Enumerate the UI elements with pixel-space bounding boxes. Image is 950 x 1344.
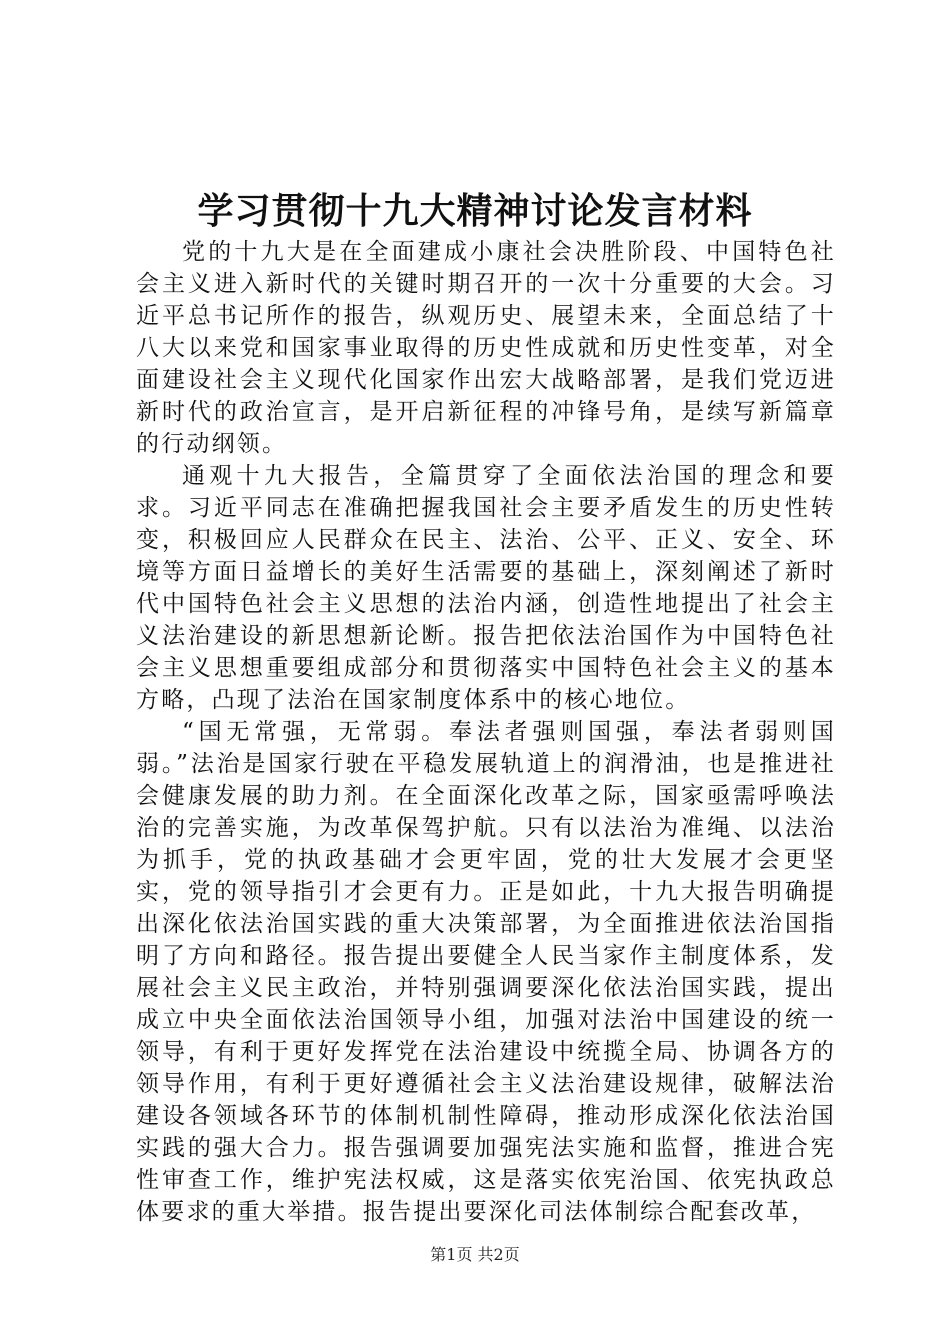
document-title: 学习贯彻十九大精神讨论发言材料 (197, 190, 753, 232)
paragraph-2: 通观十九大报告，全篇贯穿了全面依法治国的理念和要求。习近平同志在准确把握我国社会主要矛盾发生的历史性转变，积极回应人民群众在民主、法治、公平、正义、安全、环境等方面日益增长的美好生活需要的基础上，深刻阐述了新时代中国特色社会主义思想的法治内涵，创造性地提出了社会主义法治建设的新思想新论断。报告把依法治国作为中国特色社会主义思想重要组成部分和贯彻落实中国特色社会主义的基本方略，凸现了法治在国家制度体系中的核心地位。 (136, 463, 836, 713)
document-body (136, 236, 836, 1228)
page-number-footer: 第1页 共2页 (430, 1245, 520, 1264)
paragraph-1: 党的十九大是在全面建成小康社会决胜阶段、中国特色社会主义进入新时代的关键时期召开的一次十分重要的大会。习近平总书记所作的报告，纵观历史、展望未来，全面总结了十八大以来党和国家事业取得的历史性成就和历史性变革，对全面建设社会主义现代化国家作出宏大战略部署，是我们党迈进新时代的政治宣言，是开启新征程的冲锋号角，是续写新篇章的行动纲领。 (136, 239, 836, 457)
paragraph-3: “国无常强，无常弱。奉法者强则国强，奉法者弱则国弱。”法治是国家行驶在平稳发展轨道上的润滑油，也是推进社会健康发展的助力剂。在全面深化改革之际，国家亟需呼唤法治的完善实施，为改革保驾护航。只有以法治为准绳、以法治为抓手，党的执政基础才会更牢固，党的壮大发展才会更坚实，党的领导指引才会更有力。正是如此，十九大报告明确提出深化依法治国实践的重大决策部署，为全面推进依法治国指明了方向和路径。报告提出要健全人民当家作主制度体系，发展社会主义民主政治，并特别强调要深化依法治国实践，提出成立中央全面依法治国领导小组，加强对法治中国建设的统一领导，有利于更好发挥党在法治建设中统揽全局、协调各方的领导作用，有利于更好遵循社会主义法治建设规律，破解法治建设各领域各环节的体制机制性障碍，推动形成深化依法治国实践的强大合力。报告强调要加强宪法实施和监督，推进合宪性审查工作，维护宪法权威，这是落实依宪治国、依宪执政总体要求的重大举措。报告提出要深化司法体制综合配套改革， (136, 719, 836, 1225)
